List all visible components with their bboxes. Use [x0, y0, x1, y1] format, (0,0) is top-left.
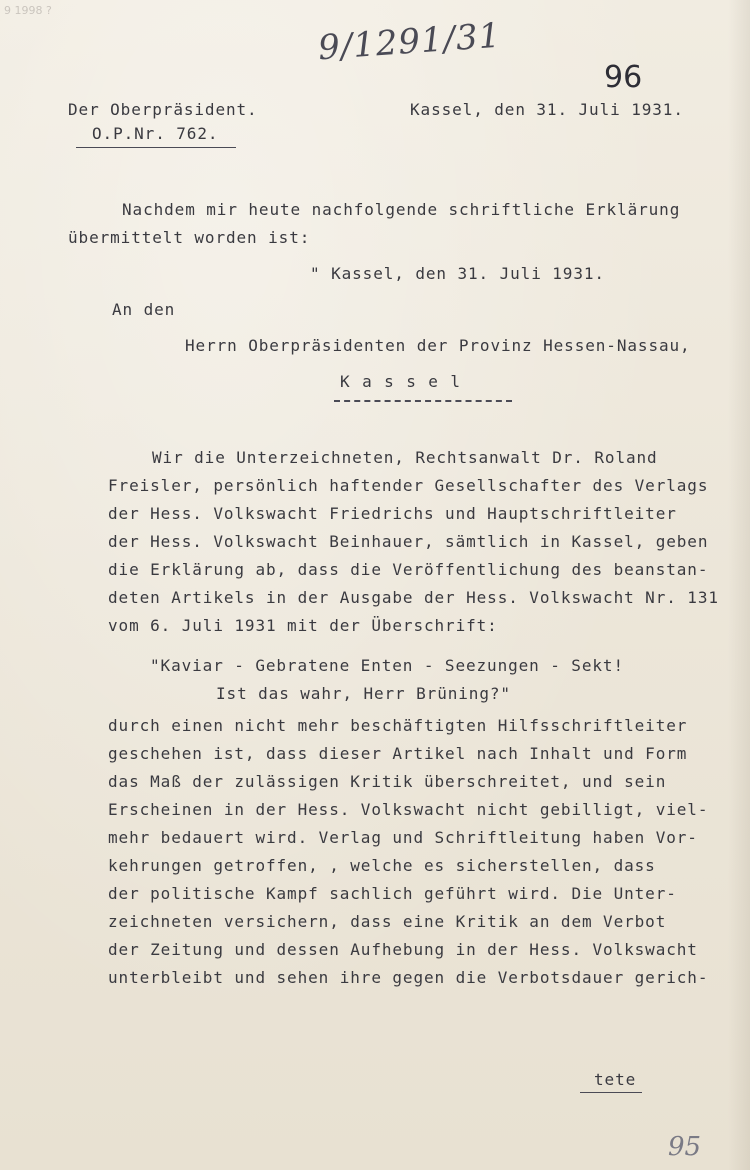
city-dashed-underline [334, 400, 512, 402]
archive-stamp: 9 1998 ? [4, 4, 52, 17]
body-line-1: Wir die Unterzeichneten, Rechtsanwalt Dr. Roland [152, 448, 658, 467]
address-city: K a s s e l [340, 372, 462, 391]
catchword-underline [580, 1092, 642, 1093]
body-line-3: der Hess. Volkswacht Friedrichs und Hauptschriftleiter [108, 504, 677, 523]
address-to: An den [112, 300, 176, 319]
sender-line: Der Oberpräsident. [68, 100, 258, 119]
body2-line-2: geschehen ist, dass dieser Artikel nach Inhalt und Form [108, 744, 688, 763]
intro-line-2: übermittelt worden ist: [68, 228, 311, 247]
handwritten-bottom-mark: 95 [668, 1132, 702, 1162]
body2-line-7: der politische Kampf sachlich geführt wird. Die Unter- [108, 884, 677, 903]
address-recipient: Herrn Oberpräsidenten der Provinz Hessen-Nassau, [185, 336, 691, 355]
reference-number: O.P.Nr. 762. [92, 124, 219, 143]
body-line-2: Freisler, persönlich haftender Gesellschafter des Verlags [108, 476, 709, 495]
reference-underline [76, 147, 236, 148]
body2-line-5: mehr bedauert wird. Verlag und Schriftleitung haben Vor- [108, 828, 698, 847]
body-line-7: vom 6. Juli 1931 mit der Überschrift: [108, 616, 498, 635]
body2-line-8: zeichneten versichern, dass eine Kritik an dem Verbot [108, 912, 667, 931]
catchword: tete [594, 1070, 637, 1089]
body-line-5: die Erklärung ab, dass die Veröffentlichung des beanstan- [108, 560, 709, 579]
handwritten-page-number: 96 [604, 60, 643, 95]
body2-line-1: durch einen nicht mehr beschäftigten Hilfsschriftleiter [108, 716, 688, 735]
body-line-6: deten Artikels in der Ausgabe der Hess. Volkswacht Nr. 131 [108, 588, 719, 607]
body2-line-4: Erscheinen in der Hess. Volkswacht nicht gebilligt, viel- [108, 800, 709, 819]
quote-line-1: "Kaviar - Gebratene Enten - Seezungen - Sekt! [150, 656, 624, 675]
body2-line-3: das Maß der zulässigen Kritik überschreitet, und sein [108, 772, 667, 791]
body2-line-10: unterbleibt und sehen ihre gegen die Verbotsdauer gerich- [108, 968, 709, 987]
body-line-4: der Hess. Volkswacht Beinhauer, sämtlich in Kassel, geben [108, 532, 709, 551]
intro-line-1: Nachdem mir heute nachfolgende schriftliche Erklärung [122, 200, 681, 219]
letter-date: " Kassel, den 31. Juli 1931. [310, 264, 605, 283]
paper-edge-shadow [728, 0, 750, 1170]
handwritten-file-reference: 9/1291/31 [316, 15, 503, 69]
body2-line-9: der Zeitung und dessen Aufhebung in der Hess. Volkswacht [108, 940, 698, 959]
quote-line-2: Ist das wahr, Herr Brüning?" [216, 684, 511, 703]
place-date-line: Kassel, den 31. Juli 1931. [410, 100, 684, 119]
body2-line-6: kehrungen getroffen, , welche es sicherstellen, dass [108, 856, 656, 875]
